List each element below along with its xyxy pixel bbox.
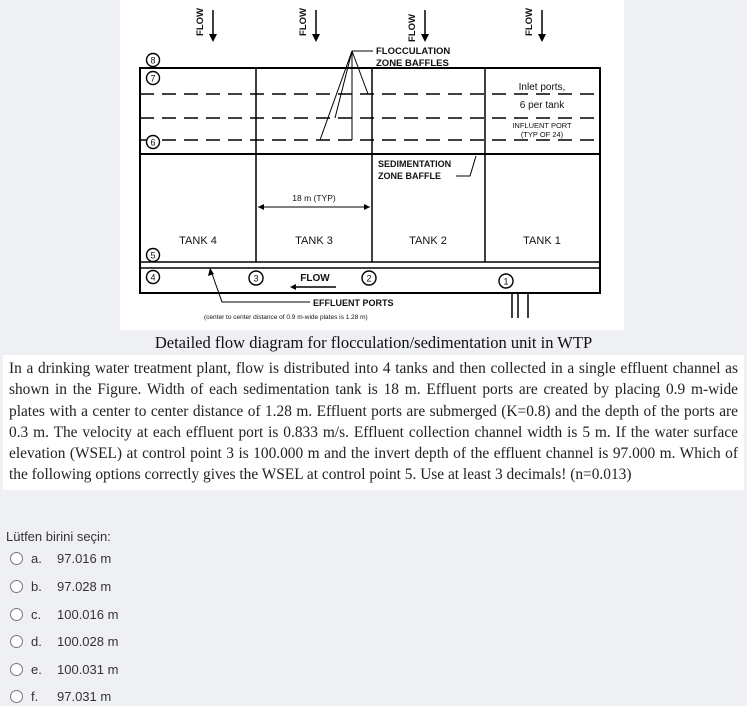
flocculation-label: FLOCCULATION <box>376 46 451 57</box>
option-d[interactable] <box>10 631 118 651</box>
option-letter: e. <box>31 661 42 677</box>
svg-text:6: 6 <box>150 137 156 148</box>
option-text: 100.028 m <box>57 633 119 649</box>
option-text: 100.016 m <box>57 606 119 622</box>
flocculation-label: ZONE BAFFLES <box>376 58 449 69</box>
svg-text:1: 1 <box>503 276 509 287</box>
effluent-note: (center to center distance of 0.9 m-wide plates is 1.28 m) <box>204 314 368 321</box>
radio-button[interactable] <box>10 580 23 593</box>
svg-text:3: 3 <box>253 273 259 284</box>
channel-flow-arrowhead <box>290 284 296 290</box>
option-letter: d. <box>31 633 42 649</box>
svg-text:8: 8 <box>150 55 156 66</box>
svg-text:FLOW: FLOW <box>195 8 206 36</box>
radio-button[interactable] <box>10 663 23 676</box>
option-letter: b. <box>31 578 42 594</box>
answer-prompt: Lütfen birini seçin: <box>6 529 111 544</box>
sed-baffle-label: SEDIMENTATION <box>378 159 452 169</box>
svg-text:FLOW: FLOW <box>298 8 309 36</box>
option-text: 97.016 m <box>57 550 112 566</box>
flow-arrow-top <box>407 10 429 42</box>
tank-1-label: TANK 1 <box>523 235 561 247</box>
control-point-7 <box>147 72 160 85</box>
radio-button[interactable] <box>10 690 23 703</box>
flow-arrow-top <box>524 8 546 42</box>
option-text: 97.031 m <box>57 688 112 704</box>
radio-button[interactable] <box>10 552 23 565</box>
figure-caption: Detailed flow diagram for flocculation/sedimentation unit in WTP <box>154 333 593 352</box>
svg-text:FLOW: FLOW <box>524 8 535 36</box>
option-a[interactable] <box>10 548 111 568</box>
inlet-ports-label: Inlet ports, <box>518 82 566 93</box>
control-point-5 <box>147 249 160 262</box>
flow-arrow-top <box>298 8 320 42</box>
option-f[interactable] <box>10 686 111 706</box>
inlet-ports-label: 6 per tank <box>519 100 565 111</box>
option-text: 100.031 m <box>57 661 119 677</box>
option-letter: f. <box>31 688 39 704</box>
radio-button[interactable] <box>10 608 23 621</box>
option-b[interactable] <box>10 576 111 596</box>
option-letter: c. <box>31 606 42 622</box>
control-point-3 <box>249 271 263 285</box>
tank-2-label: TANK 2 <box>409 235 447 247</box>
diagram-svg <box>120 0 624 330</box>
sed-baffle-label: ZONE BAFFLE <box>378 171 441 181</box>
control-point-4 <box>147 271 160 284</box>
effluent-leader-arrow <box>208 268 214 276</box>
svg-text:5: 5 <box>150 250 156 261</box>
control-point-2 <box>362 271 376 285</box>
svg-text:7: 7 <box>150 73 156 84</box>
effluent-ports-label: EFFLUENT PORTS <box>313 298 394 308</box>
dimension-label: 18 m (TYP) <box>292 193 336 203</box>
tank-3-label: TANK 3 <box>295 235 333 247</box>
control-point-1 <box>499 274 513 288</box>
control-point-8 <box>147 54 160 67</box>
influent-port-label: (TYP OF 24) <box>520 130 564 139</box>
flocculation-leader-lines <box>320 51 373 140</box>
question-text: In a drinking water treatment plant, flow is distributed into 4 tanks and then collected in a single effluent channel as shown in the Figure. Width of each sedimentation tank is 18 m. Effluent ports are created by placing 0.9 m-wide plates with a center to center distance of 1.28 m. Effluent ports are submerged (K=0.8) and the depth of the ports are 0.3 m. The velocity at each effluent port is 0.833 m/s. Effluent collection channel width is 5 m. If the water surface elevation (WSEL) at control point 3 is 100.000 m and the invert depth of the effluent channel is 97.000 m. Which of the following options correctly gives the WSEL at control point 5. Use at least 3 decimals! (n=0.013) <box>3 355 744 490</box>
influent-port-label: INFLUENT PORT <box>512 121 572 130</box>
control-point-6 <box>147 136 160 149</box>
flow-arrow-top <box>195 8 217 42</box>
radio-button[interactable] <box>10 635 23 648</box>
option-c[interactable] <box>10 604 118 624</box>
tank-4-label: TANK 4 <box>179 235 217 247</box>
svg-text:FLOW: FLOW <box>407 14 418 42</box>
option-text: 97.028 m <box>57 578 112 594</box>
option-letter: a. <box>31 550 42 566</box>
svg-text:2: 2 <box>366 273 372 284</box>
option-e[interactable] <box>10 659 118 679</box>
svg-text:4: 4 <box>150 272 156 283</box>
channel-flow-label: FLOW <box>300 273 330 284</box>
flow-diagram-figure <box>120 0 624 330</box>
